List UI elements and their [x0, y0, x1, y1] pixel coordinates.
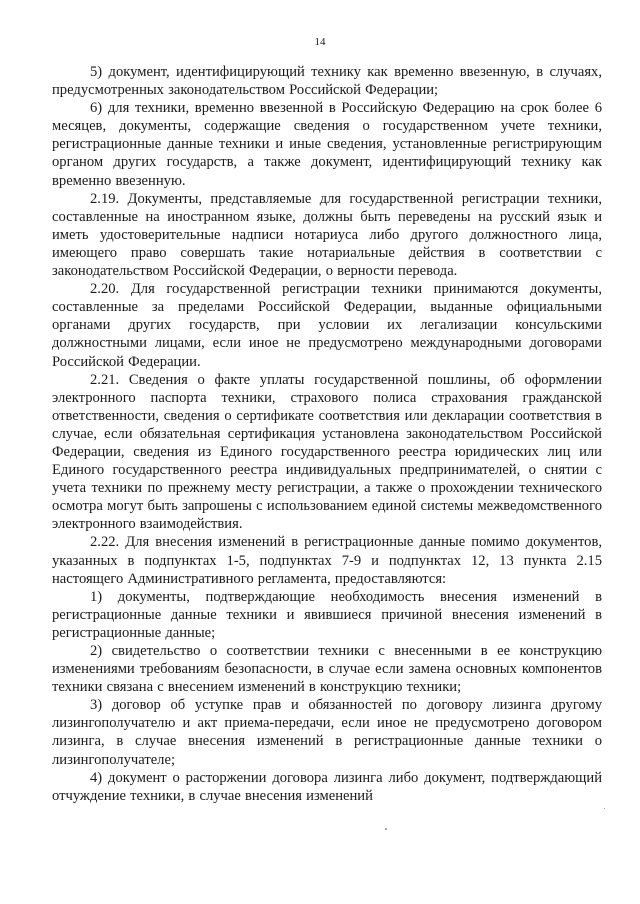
document-body — [52, 63, 602, 805]
subitem-1: 1) документы, подтверждающие необходимость внесения изменений в регистрационные данные техники и явившиеся причиной внесения изменений в регистрационные данные; — [52, 588, 602, 641]
page-number: 14 — [314, 36, 326, 48]
scan-speck — [604, 808, 605, 809]
clause-2-21: 2.21. Сведения о факте уплаты государственной пошлины, об оформлении электронного паспорта техники, страхового полиса страхования гражданской ответственности, сведения о сертификате соответствия или декларации соответствия в случае, если обязательная сертификация установлена законодательством Российской Федерации, сведения из Единого государственного реестра юридических лиц или Единого государственного реестра индивидуальных предпринимателей, о снятии с учета техники по прежнему месту регистрации, а также о прохождении технического осмотра могут быть запрошены с использованием единой системы межведомственного электронного взаимодействия. — [52, 371, 602, 533]
list-item-5: 5) документ, идентифицирующий технику как временно ввезенную, в случаях, предусмотренных законодательством Российской Федерации; — [52, 64, 602, 99]
subitem-4: 4) документ о расторжении договора лизинга либо документ, подтверждающий отчуждение техники, в случае внесения изменений — [52, 769, 602, 804]
list-item-6: 6) для техники, временно ввезенной в Российскую Федерацию на срок более 6 месяцев, документы, содержащие сведения о государственном учете техники, регистрационные данные техники и иные сведения, установленные регистрирующим органом других государств, а также документ, идентифицирующий технику как временно ввезенную. — [52, 100, 602, 189]
subitem-2: 2) свидетельство о соответствии техники с внесенными в ее конструкцию изменениями требованиям безопасности, в случае если замена основных компонентов техники связана с внесением изменений в конструкцию техники; — [52, 643, 602, 696]
clause-2-20: 2.20. Для государственной регистрации техники принимаются документы, составленные за пределами Российской Федерации, выданные официальными органами других государств, при условии их легализации консульскими должностными лицами, если иное не предусмотрено международными договорами Российской Федерации. — [52, 281, 602, 370]
scan-speck — [385, 828, 387, 830]
subitem-3: 3) договор об уступке прав и обязанностей по договору лизинга другому лизингополучателю и акт приема-передачи, если иное не предусмотрено договором лизинга, в случае внесения изменений в регистрационные данные техники о лизингополучателе; — [52, 697, 602, 768]
clause-2-22: 2.22. Для внесения изменений в регистрационные данные помимо документов, указанных в подпунктах 1-5, подпунктах 7-9 и подпунктах 12, 13 пункта 2.15 настоящего Административного регламента, предоставляются: — [52, 534, 602, 587]
clause-2-19: 2.19. Документы, представляемые для государственной регистрации техники, составленные на иностранном языке, должны быть переведены на русский язык и иметь удостоверительные надписи нотариуса либо другого должностного лица, имеющего право совершать такие нотариальные действия в соответствии с законодательством Российской Федерации, о верности перевода. — [52, 190, 602, 280]
